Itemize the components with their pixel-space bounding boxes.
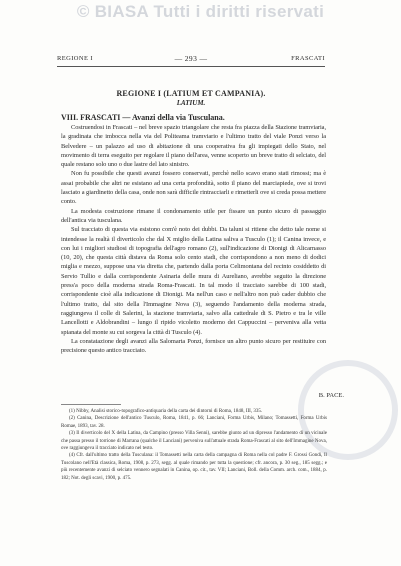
paragraph: Sul tracciato di questa via esistono com'è noto dei dubbi. Da taluni si ritiene che detto tale nome si intendesse la realtà il diverticolo che dal X miglio della Latina saliva a Tusculo (1); il Canina invece, e con lui i migliori studiosi di topografia dell'agro romano (2), sull'indicazione di Dionigi di Alicarnasso (10, 20), che questa città distava da Roma solo cento stadi, che corrispondono a non meno di dodici miglia e mezzo, suppose una via diretta che, partendo dalla porta Celimontana del recinto cosiddetto di Servio Tullio e dalla corrispondente Asinaria delle mura di Aureliano, avrebbe seguito la direzione press'a poco della moderna strada Roma-Frascati. In tal modo il tracciato sarebbe di 100 stadi, corrispondente cioè alla indicazione di Dionigi. Ma nell'un caso e nell'altro non può cader dubbio che l'ultimo tratto, dal sito della l'Immagine Nova (3), seguendo l'andamento della moderna strada, raggiungeva il colle di Salerini, la stazione tramviaria, salvo alla cattedrale di S. Pietro e tra le ville Lancellotti e Aldobrandini – lungo il ripido vicoletto moderno dei Cappuccini – perveniva alla vetta spianata del monte su cui sorgeva la città di Tusculo (4). xyxy=(61,226,326,336)
footnote: (3) Il diverticolo del X della Latina, da Campino (presso Villa Senni), sarebbe giunto ad un dipresso l'andamento di un vicinale che passa presso il torrione di Marrana (qualche il Lanciani) perveniva sull'attuale strada Roma-Frascati al sito dell'Immagine Nova, ove raggiungeva il tracciato indicato nel testo. xyxy=(61,431,327,452)
paragraph: Non fu possibile che questi avanzi fossero conservati, perchè nello scavo erano stati rimossi; ma è assai probabile che altri ne esistano ad una certa profondità, sotto il piano del marciapiede, ove si trovi lasciato a giardinetto della casa, onde non sarà difficile rintracciarli e rimetterli ove si creda possa mettere conto. xyxy=(61,170,326,206)
article-body xyxy=(61,123,326,355)
footnote: (1) Nibby, Analisi storico-topografico-antiquaria della carta dei dintorni di Roma, 1848, III, 335. xyxy=(69,409,263,414)
region-subheading: LATIUM. xyxy=(176,99,206,107)
footnote: (4) Cfr. dall'ultimo tratto della Tusculana: il Tomassetti nella carta della campagna di Roma nella col padre F. Grossi Gondi, Il Tuscolano nell'Età classica, Roma, 1908, p. 273, segg. al quale rimando per tutta la questione; cfr. ancora, p. 30 seg., 185 segg.; e più recentemente avanzi di selciato vennero segnalati in Canina, op. cit., tav. VII; Lanciani, Boll. della Comm. arch. com., 1884, p. 182; Not. degli scavi, 1900, p. 475. xyxy=(61,453,327,481)
running-head-place: FRASCATI xyxy=(291,55,325,62)
section-title: VIII. FRASCATI — Avanzi della via Tusculana. xyxy=(61,113,225,122)
footnote: (2) Canina, Descrizione dell'antico Tusculo, Roma, 1841, p. 66; Lanciani, Forma Urbis, Milano; Tomassetti, Forma Urbis Romae, 1893, tav. 28. xyxy=(61,416,327,429)
footnote-rule xyxy=(61,404,121,405)
running-head xyxy=(57,54,325,66)
paragraph: La constatazione degli avanzi alla Salomarta Ponzi, fornisce un altro punto sicuro per restituire con precisione questo antico tracciato. xyxy=(61,337,326,355)
paragraph: La modesta costruzione rimane il condonamento utile per fissare un punto sicuro di passaggio dell'antica via tusculana. xyxy=(61,207,326,224)
page-number: — 293 — xyxy=(174,54,208,63)
header-rule xyxy=(57,66,325,67)
region-heading: REGIONE I (LATIUM ET CAMPANIA). xyxy=(116,89,266,98)
paragraph: Costruendosi in Frascati – nel breve spazio triangolare che resta fra piazza della Stazione tramviaria, la gradinata che imbocca nella via del Politeama tramviario e l'ultimo tratto del viale Ponzi verso la Belvedere – un palazzo ad uso di abitazione di una cooperativa fra gli impiegati dello Stato, nel movimento di terra eseguito per regolare il piano dell'area, venne scoperto un breve tratto di selciato, del quale restano solo uno o due lastre del lato sinistro. xyxy=(61,124,326,169)
watermark-text: © BIASA Tutti i diritti riservati xyxy=(76,2,325,21)
running-head-region: REGIONE I xyxy=(57,55,93,62)
author-signature: B. PACE. xyxy=(318,392,344,399)
footnotes xyxy=(61,408,327,482)
